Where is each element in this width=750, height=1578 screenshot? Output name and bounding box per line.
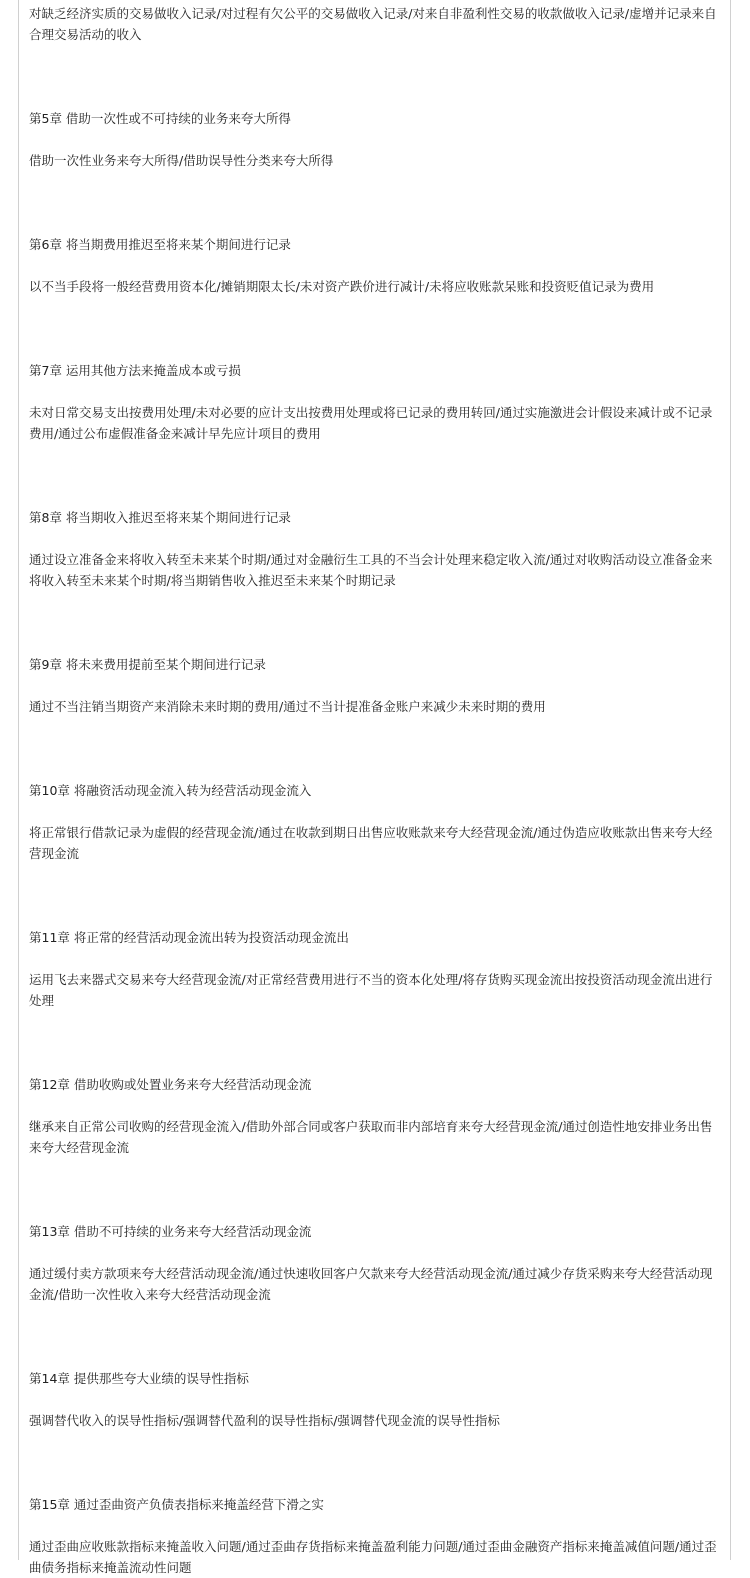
- chapter-description: 运用飞去来器式交易来夸大经营现金流/对正常经营费用进行不当的资本化处理/将存货购买现金流出按投资活动现金流出进行处理: [29, 972, 713, 1008]
- chapter-description: 通过不当注销当期资产来消除未来时期的费用/通过不当计提准备金账户来减少未来时期的费用: [29, 699, 546, 714]
- chapter-block-6: [29, 234, 719, 297]
- chapter-title: 第12章 借助收购或处置业务来夸大经营活动现金流: [29, 1077, 312, 1092]
- chapter-block-15: [29, 1494, 719, 1578]
- chapter-title: 第7章 运用其他方法来掩盖成本或亏损: [29, 363, 241, 378]
- chapter-title: 第8章 将当期收入推迟至将来某个期间进行记录: [29, 510, 291, 525]
- chapter-block-14: [29, 1368, 719, 1431]
- chapter-description: 借助一次性业务来夸大所得/借助误导性分类来夸大所得: [29, 153, 334, 168]
- chapter-description: 继承来自正常公司收购的经营现金流入/借助外部合同或客户获取而非内部培育来夸大经营现金流/通过创造性地安排业务出售来夸大经营现金流: [29, 1119, 713, 1155]
- chapter-block-12: [29, 1074, 719, 1158]
- chapter-block-13: [29, 1221, 719, 1305]
- chapter-block-7: [29, 360, 719, 444]
- chapter-title: 第10章 将融资活动现金流入转为经营活动现金流入: [29, 783, 312, 798]
- chapter-title: 第5章 借助一次性或不可持续的业务来夸大所得: [29, 111, 291, 126]
- chapter-description: 强调替代收入的误导性指标/强调替代盈利的误导性指标/强调替代现金流的误导性指标: [29, 1413, 500, 1428]
- chapter-description: 通过歪曲应收账款指标来掩盖收入问题/通过歪曲存货指标来掩盖盈利能力问题/通过歪曲金融资产指标来掩盖减值问题/通过歪曲债务指标来掩盖流动性问题: [29, 1539, 717, 1575]
- intro-paragraph: 对缺乏经济实质的交易做收入记录/对过程有欠公平的交易做收入记录/对来自非盈利性交易的收款做收入记录/虚增并记录来自合理交易活动的收入: [29, 6, 717, 42]
- chapter-title: 第15章 通过歪曲资产负债表指标来掩盖经营下滑之实: [29, 1497, 324, 1512]
- chapter-description: 将正常银行借款记录为虚假的经营现金流/通过在收款到期日出售应收账款来夸大经营现金流/通过伪造应收账款出售来夸大经营现金流: [29, 825, 713, 861]
- chapter-title: 第14章 提供那些夸大业绩的误导性指标: [29, 1371, 249, 1386]
- chapter-block-8: [29, 507, 719, 591]
- chapter-title: 第13章 借助不可持续的业务来夸大经营活动现金流: [29, 1224, 312, 1239]
- chapter-block-10: [29, 780, 719, 864]
- chapter-description: 未对日常交易支出按费用处理/未对必要的应计支出按费用处理或将已记录的费用转回/通过实施激进会计假设来减计或不记录费用/通过公布虚假准备金来减计早先应计项目的费用: [29, 405, 713, 441]
- document-page: [18, 0, 731, 1575]
- chapter-title: 第6章 将当期费用推迟至将来某个期间进行记录: [29, 237, 291, 252]
- chapter-description: 以不当手段将一般经营费用资本化/摊销期限太长/未对资产跌价进行减计/未将应收账款呆账和投资贬值记录为费用: [29, 279, 655, 294]
- chapter-block-5: [29, 108, 719, 171]
- chapter-block-9: [29, 654, 719, 717]
- chapter-title: 第9章 将未来费用提前至某个期间进行记录: [29, 657, 266, 672]
- chapter-description: 通过缓付卖方款项来夸大经营活动现金流/通过快速收回客户欠款来夸大经营活动现金流/通过减少存货采购来夸大经营活动现金流/借助一次性收入来夸大经营活动现金流: [29, 1266, 713, 1302]
- chapter-title: 第11章 将正常的经营活动现金流出转为投资活动现金流出: [29, 930, 349, 945]
- document-content: [29, 0, 719, 1578]
- chapter-description: 通过设立准备金来将收入转至未来某个时期/通过对金融衍生工具的不当会计处理来稳定收入流/通过对收购活动设立准备金来将收入转至未来某个时期/将当期销售收入推迟至未来某个时期记录: [29, 552, 713, 588]
- chapter-block-11: [29, 927, 719, 1011]
